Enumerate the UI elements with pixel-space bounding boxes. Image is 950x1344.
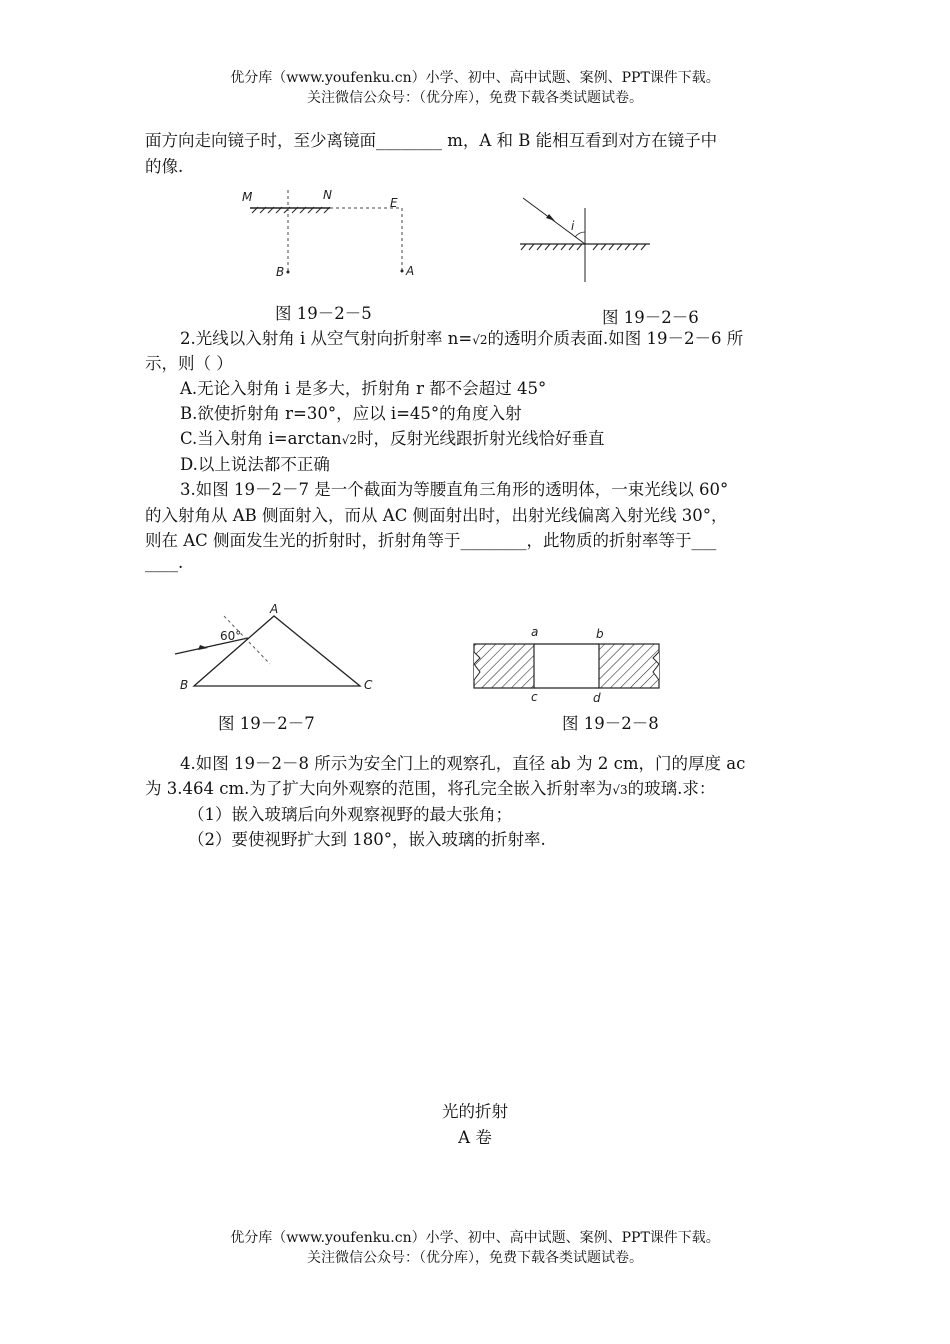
label-c: C xyxy=(364,678,373,692)
sqrt2-symbol: √2 xyxy=(472,333,488,347)
label-i: i xyxy=(571,219,575,233)
label-60-degrees: 60° xyxy=(220,629,242,643)
q2-line2: 示，则（ ） xyxy=(145,354,233,373)
page-footer-line2: 关注微信公众号：（优分库），免费下载各类试题试卷。 xyxy=(307,1250,643,1266)
page-header-line2: 关注微信公众号：（优分库），免费下载各类试题试卷。 xyxy=(307,90,643,106)
figure-19-2-5 xyxy=(230,185,445,285)
q3-line4: ____. xyxy=(145,553,184,572)
figure-19-2-8 xyxy=(468,622,668,707)
caption-19-2-8: 图 19－2－8 xyxy=(562,714,659,733)
sqrt2-symbol: √2 xyxy=(341,433,357,447)
label-b: B xyxy=(180,678,189,692)
label-m: M xyxy=(242,190,253,204)
label-a: A xyxy=(270,602,279,616)
q4-line2 xyxy=(145,775,715,799)
point-a xyxy=(401,270,404,273)
q4-line2-text: 为 3.464 cm.为了扩大向外观察的范围，将孔完全嵌入折射率为 xyxy=(145,779,613,798)
point-b xyxy=(287,271,290,274)
q2-option-b: B.欲使折射角 r=30°，应以 i=45°的角度入射 xyxy=(180,404,522,423)
label-c: c xyxy=(531,690,538,704)
q2-line1-text: 2.光线以入射角 i 从空气射向折射率 n= xyxy=(180,329,473,348)
figure-19-2-7 xyxy=(172,600,397,695)
caption-19-2-6: 图 19－2－6 xyxy=(602,308,699,327)
q2-option-a: A.无论入射角 i 是多大，折射角 r 都不会超过 45° xyxy=(180,379,547,398)
q3-line1: 3.如图 19－2－7 是一个截面为等腰直角三角形的透明体，一束光线以 60° xyxy=(180,480,729,499)
caption-19-2-5: 图 19－2－5 xyxy=(275,304,372,323)
q2-option-c xyxy=(180,425,604,449)
q4-line1: 4.如图 19－2－8 所示为安全门上的观察孔，直径 ab 为 2 cm，门的厚度 ac xyxy=(180,754,746,773)
label-a: a xyxy=(531,625,539,639)
label-b: b xyxy=(596,627,604,641)
label-e: E xyxy=(390,196,398,210)
q3-line3: 则在 AC 侧面发生光的折射时，折射角等于________，此物质的折射率等于___ xyxy=(145,531,717,550)
intro-line1: 面方向走向镜子时，至少离镜面________ m，A 和 B 能相互看到对方在镜子中 xyxy=(145,131,718,150)
q2-line1 xyxy=(180,325,743,349)
figure-19-2-6 xyxy=(515,190,655,290)
label-b: B xyxy=(276,265,285,279)
q4-sub2: （2）要使视野扩大到 180°，嵌入玻璃的折射率. xyxy=(188,830,546,849)
q2-option-c-text-end: 时，反射光线跟折射光线恰好垂直 xyxy=(356,429,605,448)
label-d: d xyxy=(593,691,601,705)
section-title: 光的折射 xyxy=(442,1102,508,1121)
sqrt3-symbol: √3 xyxy=(612,783,628,797)
page-header-line1: 优分库（www.youfenku.cn）小学、初中、高中试题、案例、PPT课件下载。 xyxy=(230,70,720,86)
q2-option-c-text: C.当入射角 i=arctan xyxy=(180,429,342,448)
q4-sub1: （1）嵌入玻璃后向外观察视野的最大张角； xyxy=(188,805,512,824)
caption-19-2-7: 图 19－2－7 xyxy=(218,714,315,733)
q3-line2: 的入射角从 AB 侧面射入，而从 AC 侧面射出时，出射光线偏离入射光线 30°， xyxy=(145,506,728,525)
label-a: A xyxy=(406,264,415,278)
label-n: N xyxy=(323,188,332,202)
intro-line2: 的像. xyxy=(145,157,184,176)
q2-option-d: D.以上说法都不正确 xyxy=(180,455,330,474)
q4-line2-text-end: 的玻璃.求： xyxy=(627,779,716,798)
q2-line1-text-end: 的透明介质表面.如图 19－2－6 所 xyxy=(487,329,744,348)
page-footer-line1: 优分库（www.youfenku.cn）小学、初中、高中试题、案例、PPT课件下载。 xyxy=(230,1230,720,1246)
section-subtitle: A 卷 xyxy=(458,1128,492,1147)
